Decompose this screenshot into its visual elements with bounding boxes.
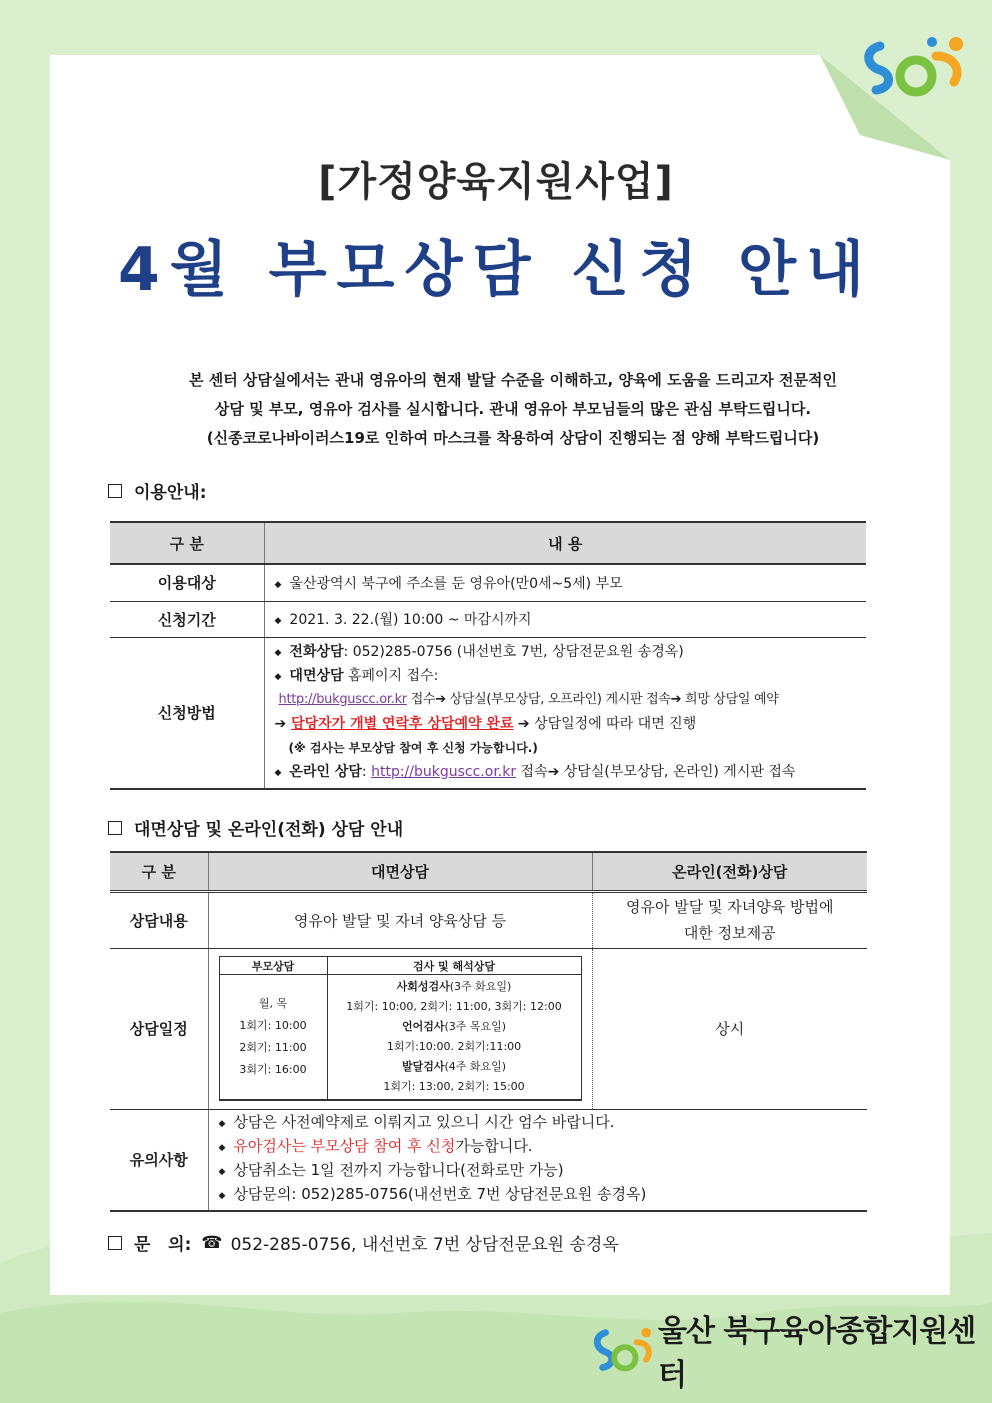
list-item: ◆ 상담문의: 052)285-0756(내선번호 7번 상담전문요원 송경옥) <box>218 1184 647 1203</box>
intro-line: (신종코로나바이러스19로 인하여 마스크를 착용하여 상담이 진행되는 점 양해 부탁드립니다) <box>206 429 820 447</box>
row-value: ◆ 울산광역시 북구에 주소를 둔 영유아(만0세~5세) 부모 <box>264 564 866 601</box>
highlight-text: 담당자가 개별 연락후 상담예약 완료 <box>291 715 514 732</box>
diamond-bullet-icon: ◆ <box>274 616 282 626</box>
row-label: 상담일정 <box>110 948 208 1109</box>
diamond-bullet-icon: ◆ <box>274 671 282 682</box>
diamond-bullet-icon: ◆ <box>218 1142 226 1153</box>
notes-list <box>208 1109 867 1211</box>
schedule-inner-table <box>219 956 582 1101</box>
usage-section-heading: 이용안내: <box>108 478 207 503</box>
schedule-online: 상시 <box>592 948 867 1109</box>
consult-section-heading: 대면상담 및 온라인(전화) 상담 안내 <box>108 815 403 840</box>
face-content: 영유아 발달 및 자녀 양육상담 등 <box>208 891 592 948</box>
list-item: ◆ 유아검사는 부모상담 참여 후 신청가능합니다. <box>218 1136 533 1155</box>
row-value: ◆ 전화상담: 052)285-0756 (내선번호 7번, 상담전문요원 송경옥) ◆ 대면상담 홈페이지 접수: http://bukguscc.or.kr 접수➔ 상담실(부모상담, 오프라인) 게시판 접속➔ 희망 상담일 예약 ➔ 담당자가 개별 연락후 상담예약 완료 ➔ 상담일정에 따라 대면 진행 (※ 검사는 부모상담 참여 후 신청 가능합니다.) ◆ 온라인 상담: http://bukguscc.or.kr 접속➔ 상담실(부모상담, 온라인) 게시판 접속 <box>264 637 866 789</box>
table-row <box>110 637 866 789</box>
schedule-face <box>208 948 592 1109</box>
homepage-link[interactable]: http://bukguscc.or.kr <box>371 763 517 780</box>
row-value: ◆ 2021. 3. 22.(월) 10:00 ~ 마감시까지 <box>264 601 866 637</box>
intro-text <box>90 366 936 453</box>
column-header: 부모상담 <box>219 957 327 975</box>
homepage-link[interactable]: http://bukguscc.or.kr <box>278 691 407 707</box>
parent-schedule: 월, 목 1회기: 10:00 2회기: 11:00 3회기: 16:00 <box>219 975 327 1101</box>
diamond-bullet-icon: ◆ <box>274 767 282 778</box>
row-label: 이용대상 <box>110 564 264 601</box>
row-label: 유의사항 <box>110 1109 208 1211</box>
exam-note: (※ 검사는 부모상담 참여 후 신청 가능합니다.) <box>288 740 538 755</box>
online-content: 영유아 발달 및 자녀양육 방법에 대한 정보제공 <box>592 891 867 948</box>
diamond-bullet-icon: ◆ <box>274 647 282 658</box>
column-header: 검사 및 해석상담 <box>327 957 581 975</box>
diamond-bullet-icon: ◆ <box>218 1118 226 1129</box>
checkbox-square-icon <box>108 1236 122 1250</box>
contact-line <box>108 1230 619 1255</box>
diamond-bullet-icon: ◆ <box>274 579 282 590</box>
phone-icon: ☎ <box>201 1232 223 1253</box>
row-label: 상담내용 <box>110 891 208 948</box>
center-logo-icon <box>592 1322 652 1378</box>
column-header: 내 용 <box>264 522 866 564</box>
usage-table <box>110 521 866 790</box>
column-header: 구 분 <box>110 522 264 564</box>
intro-line: 상담 및 부모, 영유아 검사를 실시합니다. 관내 영유아 부모님들의 많은 관심 부탁드립니다. <box>214 400 812 418</box>
exam-schedule: 사회성검사(3주 화요일) 1회기: 10:00, 2회기: 11:00, 3회기: 12:00 언어검사(3주 목요일) 1회기:10:00. 2회기:11:00 발달검사(4주 화요일) 1회기: 13:00, 2회기: 15:00 <box>327 975 581 1101</box>
footer-logo <box>592 1314 992 1393</box>
contact-value: 052-285-0756, 내선번호 7번 상담전문요원 송경옥 <box>230 1235 619 1255</box>
page-subtitle: [가정양육지원사업] <box>318 159 674 205</box>
table-row <box>110 948 867 1109</box>
contact-label: 문 의: <box>134 1235 192 1255</box>
org-name: 울산 북구육아종합지원센터 <box>657 1314 976 1393</box>
column-header: 온라인(전화)상담 <box>592 852 867 891</box>
diamond-bullet-icon: ◆ <box>218 1190 226 1201</box>
table-row <box>110 564 866 601</box>
table-row <box>110 891 867 948</box>
center-logo-icon <box>862 30 972 102</box>
checkbox-square-icon <box>108 821 122 835</box>
table-row <box>110 601 866 637</box>
consult-table <box>110 851 867 1212</box>
row-label: 신청방법 <box>110 637 264 789</box>
column-header: 대면상담 <box>208 852 592 891</box>
intro-line: 본 센터 상담실에서는 관내 영유아의 현재 발달 수준을 이해하고, 양육에 도움을 드리고자 전문적인 <box>189 371 837 389</box>
page-title: 4월 부모상담 신청 안내 <box>117 235 875 305</box>
diamond-bullet-icon: ◆ <box>218 1166 226 1177</box>
table-row <box>110 1109 867 1211</box>
list-item: ◆ 상담은 사전예약제로 이뤄지고 있으니 시간 엄수 바랍니다. <box>218 1112 615 1131</box>
column-header: 구 분 <box>110 852 208 891</box>
row-label: 신청기간 <box>110 601 264 637</box>
list-item: ◆ 상담취소는 1일 전까지 가능합니다(전화로만 가능) <box>218 1160 564 1179</box>
checkbox-square-icon <box>108 484 122 498</box>
